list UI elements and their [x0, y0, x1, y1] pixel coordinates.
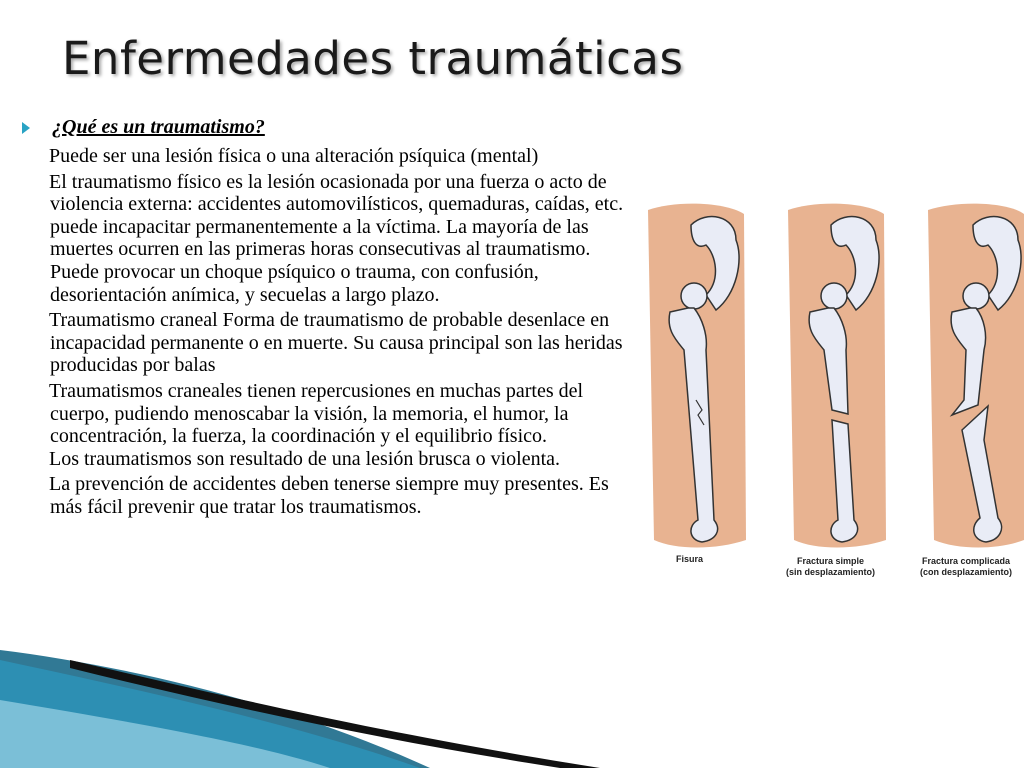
femur-fisura: [648, 204, 746, 564]
bullet-question-text: ¿Qué es un traumatismo?: [52, 116, 265, 138]
paragraph-cranial-trauma: Traumatismo craneal Forma de traumatismo de probable desenlace en incapacidad permanente o en muerte. Su causa principal son las heridas producidas por balas: [49, 309, 623, 377]
label-simple-line1: Fractura simple: [796, 556, 865, 566]
label-fisura: Fisura: [676, 554, 704, 564]
label-fractura-simple: [786, 556, 875, 578]
slide-title: Enfermedades traumáticas: [62, 32, 684, 85]
paragraph-physical-trauma: El traumatismo físico es la lesión ocasionada por una fuerza o acto de violencia externa: accidentes automovilísticos, quemaduras, caídas, etc. puede incapacitar permanentemente a la víctima. La mayoría de las muertes ocurren en las primeras horas consecutivas al traumatismo. Puede provocar un choque psíquico o trauma, con confusión, desorientación anímica, y secuelas a largo plazo.: [49, 170, 624, 306]
label-complicada-line2: (con desplazamiento): [920, 567, 1013, 577]
paragraph-cranial-effects: Traumatismos craneales tienen repercusiones en muchas partes del cuerpo, pudiendo menoscabar la visión, la memoria, el humor, la concentración, la fuerza, la coordinación y el equilibrio físico.: [49, 379, 584, 448]
fracture-illustration: [636, 200, 1024, 590]
paragraph-definition: Puede ser una lesión física o una alteración psíquica (mental): [49, 145, 539, 167]
femur-fractura-complicada: [928, 204, 1024, 548]
label-complicada-line1: Fractura complicada: [921, 556, 1011, 566]
label-simple-line2: (sin desplazamiento): [786, 567, 876, 577]
femur-figures: [636, 200, 1024, 590]
label-fractura-complicada: [920, 556, 1012, 578]
femur-fractura-simple: [788, 204, 886, 548]
paragraph-prevention: La prevención de accidentes deben tenerse siempre muy presentes. Es más fácil prevenir que tratar los traumatismos.: [49, 473, 609, 518]
paragraph-sudden-injury: Los traumatismos son resultado de una lesión brusca o violenta.: [49, 447, 561, 470]
